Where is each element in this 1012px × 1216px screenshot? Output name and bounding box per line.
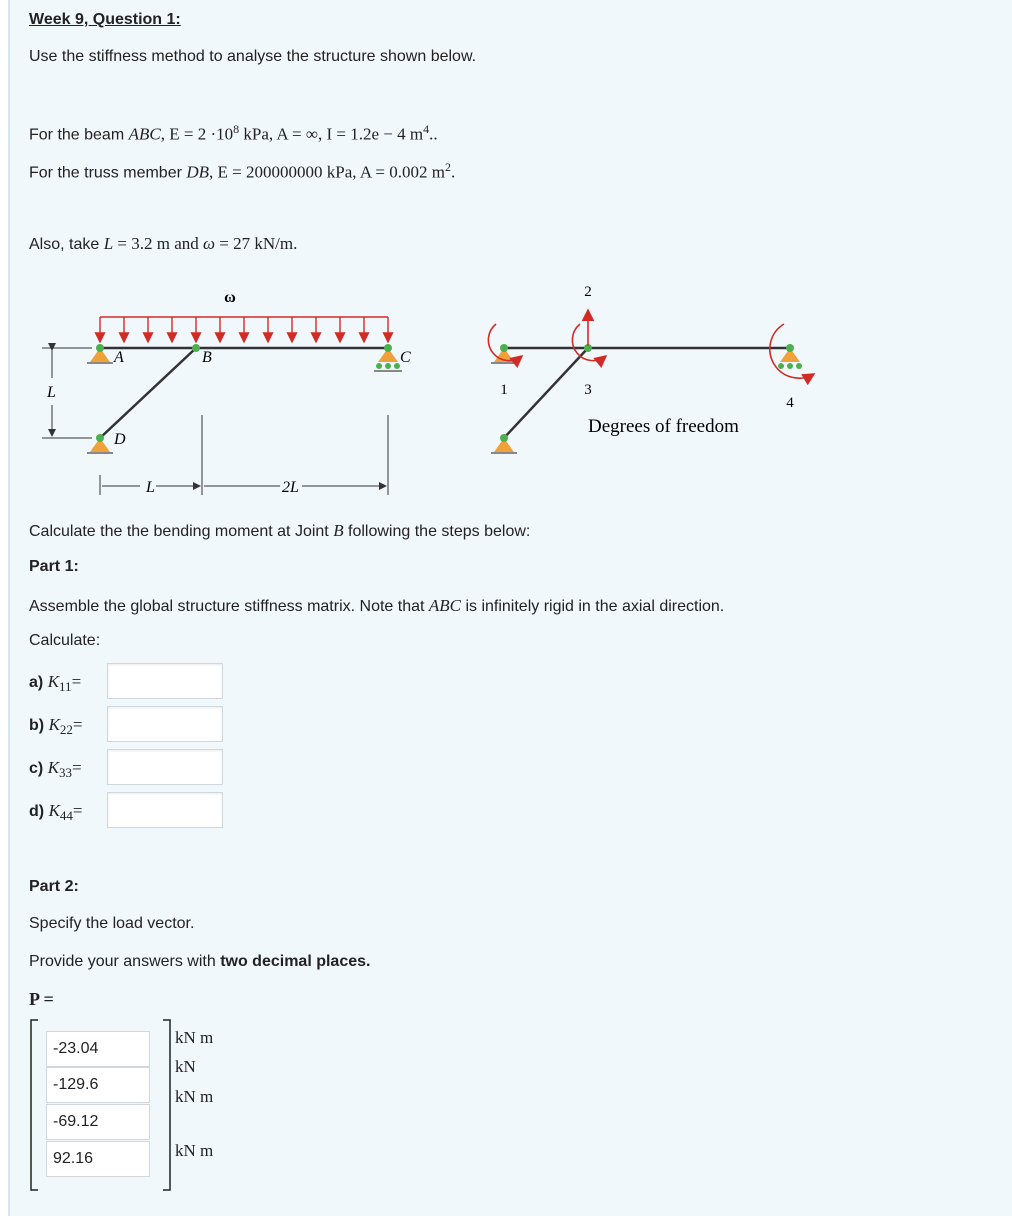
truss-exp: 2 (444, 160, 451, 174)
dim-horizontal (100, 415, 388, 495)
truss-properties (29, 160, 455, 182)
k22-sym: K (48, 715, 60, 734)
precision-prefix: Provide your answers with (29, 953, 221, 970)
dim-2l: 2L (282, 479, 299, 496)
node-b (192, 344, 200, 352)
p3-input[interactable]: -69.12 (46, 1104, 150, 1140)
roller-c (376, 363, 400, 369)
also-L: L (103, 234, 114, 253)
calc-suffix: following the steps below: (343, 523, 531, 540)
distributed-load (100, 317, 388, 342)
intro-text: Use the stiffness method to analyse the structure shown below. (29, 48, 477, 65)
k44-sub: 44 (59, 808, 73, 824)
precision-note (29, 953, 370, 971)
dof-caption: Degrees of freedom (588, 416, 739, 437)
dof-truss (504, 348, 588, 438)
k33-label: c) (29, 760, 44, 777)
k22-label: b) (29, 717, 45, 734)
calc-line (29, 521, 530, 541)
k33-input[interactable] (107, 749, 223, 785)
also-mid2: = 27 kN/m. (215, 234, 298, 253)
part2-heading: Part 2: (29, 878, 79, 895)
load-label: ω (224, 289, 236, 306)
k11-input[interactable] (107, 663, 223, 699)
calc-prefix: Calculate the the bending moment at Joint (29, 523, 334, 540)
truss-member: DB (186, 162, 210, 182)
k44-sym: K (48, 801, 60, 820)
also-line (29, 234, 297, 254)
p1-unit: kN m (175, 1028, 214, 1047)
k44-input[interactable] (107, 792, 223, 828)
dof-label-3: 3 (584, 382, 592, 398)
k44-label: d) (29, 803, 45, 820)
dof-node-d (500, 434, 508, 442)
beam-exp: 8 (233, 122, 240, 136)
dim-l-vertical: L (47, 384, 56, 401)
k33-sub: 33 (59, 765, 73, 781)
rotation-3-icon (572, 324, 606, 361)
structure-diagram (0, 270, 1012, 500)
dof-label-4: 4 (786, 395, 794, 411)
p4-input[interactable]: 92.16 (46, 1141, 150, 1177)
calc-joint: B (333, 521, 344, 540)
k22-input[interactable] (107, 706, 223, 742)
k11-sym: K (47, 672, 60, 691)
label-b: B (202, 349, 212, 366)
k11-row (29, 672, 81, 695)
k11-label: a) (29, 674, 44, 691)
also-prefix: Also, take (29, 236, 104, 253)
truss-prefix: For the truss member (29, 164, 187, 182)
k33-row (29, 758, 82, 781)
k44-eq: = (72, 801, 83, 820)
precision-bold: two decimal places. (220, 953, 371, 970)
p4-unit: kN m (175, 1141, 214, 1160)
label-d: D (114, 431, 126, 448)
dim-l-horizontal: L (146, 479, 155, 496)
beam-end: .. (429, 124, 438, 144)
part1-instr-suffix: is infinitely rigid in the axial direction. (461, 598, 725, 615)
k22-sub: 22 (59, 722, 73, 738)
dof-label-1: 1 (500, 382, 508, 398)
k22-row (29, 715, 83, 738)
p3-unit: kN m (175, 1087, 214, 1106)
label-a: A (114, 349, 124, 366)
node-c (384, 344, 392, 352)
part1-instr-prefix: Assemble the global structure stiffness matrix. Note that (29, 598, 429, 615)
k33-sym: K (47, 758, 60, 777)
k33-eq: = (72, 758, 82, 777)
beam-props: , E = 2 ·10 (160, 124, 234, 144)
calculate-label: Calculate: (29, 632, 101, 649)
beam-rest: kPa, A = ∞, I = 1.2e − 4 m (239, 124, 424, 144)
node-a (96, 344, 104, 352)
p2-unit: kN (175, 1057, 196, 1076)
dof-roller-c (778, 363, 802, 369)
dof-node-a (500, 344, 508, 352)
beam-prefix: For the beam (29, 126, 129, 144)
part1-heading: Part 1: (29, 558, 79, 575)
beam-properties (29, 122, 438, 144)
part1-instruction (29, 596, 724, 616)
p2-input[interactable]: -129.6 (46, 1067, 150, 1103)
node-d (96, 434, 104, 442)
also-mid1: = 3.2 m and (113, 234, 204, 253)
question-title: Week 9, Question 1: (29, 11, 181, 28)
beam-exp2: 4 (423, 122, 430, 136)
label-c: C (400, 349, 411, 366)
part1-member: ABC (428, 596, 461, 615)
dof-label-2: 2 (584, 284, 592, 300)
k22-eq: = (72, 715, 83, 734)
also-w: ω (203, 234, 216, 253)
beam-member: ABC (128, 124, 161, 144)
k44-row (29, 801, 83, 824)
p1-input[interactable]: -23.04 (46, 1031, 150, 1067)
p-label: P = (29, 989, 54, 1009)
k11-sub: 11 (59, 679, 72, 695)
dof-node-c (786, 344, 794, 352)
part2-instruction: Specify the load vector. (29, 915, 195, 932)
k11-eq: = (71, 672, 82, 691)
truss-props: , E = 200000000 kPa, A = 0.002 m (209, 162, 445, 182)
truss-end: . (450, 162, 456, 182)
